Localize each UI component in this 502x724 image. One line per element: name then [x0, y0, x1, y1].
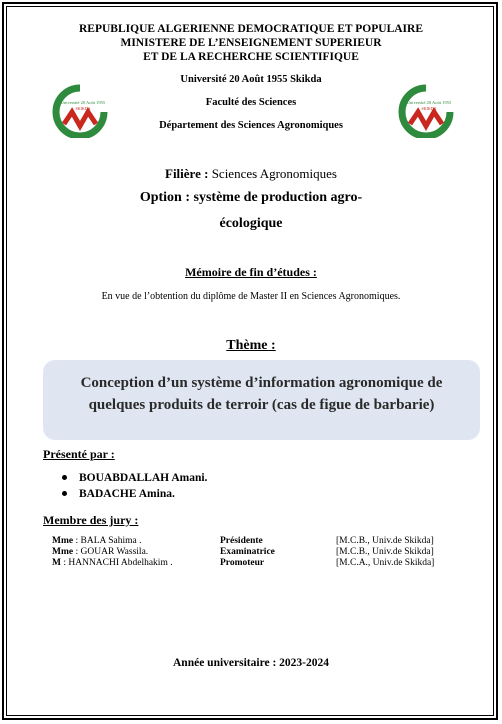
jury-affiliation: [M.C.B., Univ.de Skikda]: [336, 536, 434, 546]
logo-text-bottom: SKIKDA: [421, 106, 437, 111]
jury-name: : GOUAR Wassila.: [75, 547, 149, 557]
academic-year: Année universitaire : 2023-2024: [173, 657, 329, 669]
jury-row: [52, 558, 472, 568]
filiere-value: Sciences Agronomiques: [211, 166, 337, 181]
presented-by-label: Présenté par :: [43, 447, 115, 461]
student-name: BADACHE Amina.: [79, 488, 175, 500]
jury-row: [52, 547, 472, 557]
bullet-icon: [62, 491, 67, 496]
department-name: Département des Sciences Agronomiques: [159, 120, 343, 131]
theme-label: Thème :: [226, 338, 276, 353]
university-name: Université 20 Août 1955 Skikda: [180, 74, 322, 85]
option-line-1: Option : système de production agro-: [139, 190, 363, 205]
jury-label: Membre des jury :: [43, 513, 139, 527]
jury-affiliation: [M.C.A., Univ.de Skikda]: [336, 558, 435, 568]
header-line-3: ET DE LA RECHERCHE SCIENTIFIQUE: [143, 51, 359, 63]
logo-text-bottom: SKIKDA: [75, 106, 91, 111]
theme-title: [50, 372, 473, 416]
bullet-icon: [62, 475, 67, 480]
option-line-2: écologique: [219, 216, 283, 231]
jury-name: : HANNACHI Abdelhakim .: [63, 558, 173, 568]
student-item: [62, 472, 207, 484]
jury-affiliation: [M.C.B., Univ.de Skikda]: [336, 547, 434, 557]
jury-name: : BALA Sahima .: [75, 536, 142, 546]
faculty-name: Faculté des Sciences: [205, 97, 297, 108]
jury-title: Mme: [52, 536, 74, 546]
memoire-title: Mémoire de fin d’études :: [185, 265, 317, 279]
jury-role: Examinatrice: [220, 547, 275, 557]
student-name: BOUABDALLAH Amani.: [79, 472, 208, 484]
jury-title: Mme: [52, 547, 74, 557]
jury-role: Promoteur: [220, 558, 265, 568]
memoire-subtitle: En vue de l’obtention du diplôme de Master II en Sciences Agronomiques.: [101, 291, 401, 302]
logo-text-top: Université 20 Août 1955: [60, 100, 106, 105]
header-line-2: MINISTERE DE L’ENSEIGNEMENT SUPERIEUR: [120, 37, 382, 49]
jury-role: Présidente: [220, 536, 263, 546]
theme-title-line-1: Conception d’un système d’information agronomique de: [80, 375, 443, 391]
jury-row: [52, 536, 472, 546]
student-item: [62, 488, 175, 500]
header-line-1: REPUBLIQUE ALGERIENNE DEMOCRATIQUE ET POPULAIRE: [79, 23, 423, 35]
theme-title-line-2: quelques produits de terroir (cas de figue de barbarie): [88, 397, 435, 413]
jury-title: M: [52, 558, 61, 568]
filiere-label: Filière :: [165, 166, 209, 181]
filiere: [0, 166, 502, 182]
logo-text-top: Université 20 Août 1955: [406, 100, 452, 105]
